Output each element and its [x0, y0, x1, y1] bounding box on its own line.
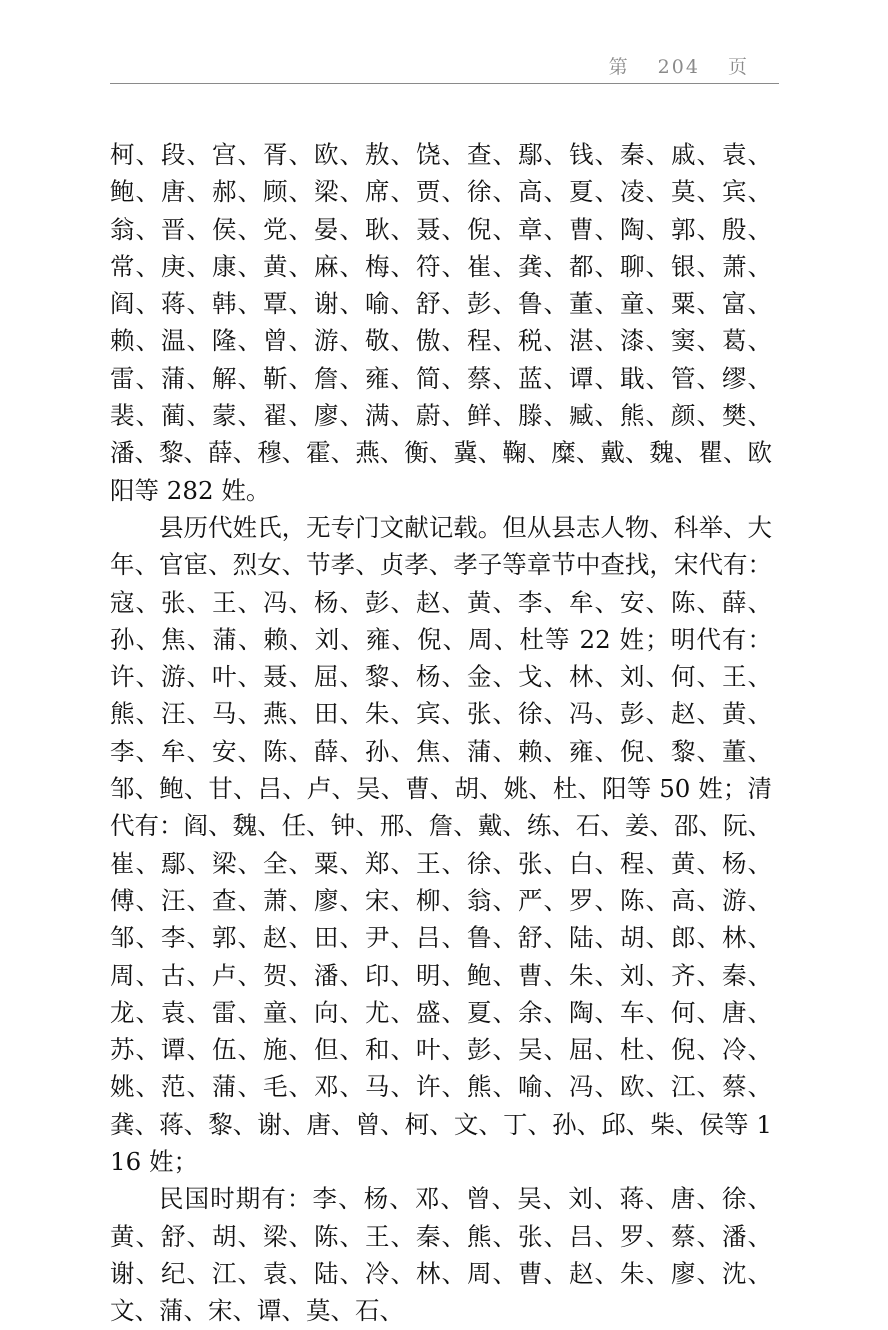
paragraph-republic-era-surnames: 民国时期有：李、杨、邓、曾、吴、刘、蒋、唐、徐、黄、舒、胡、梁、陈、王、秦、熊、张、吕、罗、蔡、潘、谢、纪、江、袁、陆、冷、林、周、曹、赵、朱、廖、沈、文、蒲、宋、谭、莫、石、 [110, 1184, 772, 1326]
paragraph-surname-list: 柯、段、宫、胥、欧、敖、饶、查、鄢、钱、秦、戚、袁、鲍、唐、郝、顾、梁、席、贾、徐、高、夏、凌、莫、宾、翁、晋、侯、党、晏、耿、聂、倪、章、曹、陶、郭、殷、常、庚、康、黄、麻、梅、符、崔、龚、都、聊、银、萧、阎、蒋、韩、覃、谢、喻、舒、彭、鲁、董、童、粟、富、赖、温、隆、曾、游、敬、傲、程、税、湛、漆、窦、葛、雷、蒲、解、靳、詹、雍、简、蔡、蓝、谭、戢、管、缪、裴、蔺、蒙、翟、廖、满、蔚、鲜、滕、臧、熊、颜、樊、潘、黎、薛、穆、霍、燕、衡、冀、鞠、糜、戴、魏、瞿、欧阳等 282 姓。 [110, 140, 772, 505]
paragraph-historical-surnames: 县历代姓氏，无专门文献记载。但从县志人物、科举、大年、官宦、烈女、节孝、贞孝、孝子等章节中查找，宋代有：寇、张、王、冯、杨、彭、赵、黄、李、牟、安、陈、薛、孙、焦、蒲、赖、刘、雍、倪、周、杜等 22 姓；明代有：许、游、叶、聂、屈、黎、杨、金、戈、林、刘、何、王、熊、汪、马、燕、田、朱、宾、张、徐、冯、彭、赵、黄、李、牟、安、陈、薛、孙、焦、蒲、赖、雍、倪、黎、董、邹、鲍、甘、吕、卢、吴、曹、胡、姚、杜、阳等 50 姓；清代有：阎、魏、任、钟、邢、詹、戴、练、石、姜、邵、阮、崔、鄢、梁、全、粟、郑、王、徐、张、白、程、黄、杨、傅、汪、查、萧、廖、宋、柳、翁、严、罗、陈、高、游、邹、李、郭、赵、田、尹、吕、鲁、舒、陆、胡、郎、林、周、古、卢、贺、潘、印、明、鲍、曹、朱、刘、齐、秦、龙、袁、雷、童、向、尤、盛、夏、余、陶、车、何、唐、苏、谭、伍、施、但、和、叶、彭、吴、屈、杜、倪、冷、姚、范、蒲、毛、邓、马、许、熊、喻、冯、欧、江、蔡、龚、蒋、黎、谢、唐、曾、柯、文、丁、孙、邱、柴、侯等 116 姓； [110, 512, 772, 1177]
page-number: 第 204 页 [608, 56, 749, 78]
page-header [110, 50, 779, 84]
body-text [110, 136, 772, 1330]
